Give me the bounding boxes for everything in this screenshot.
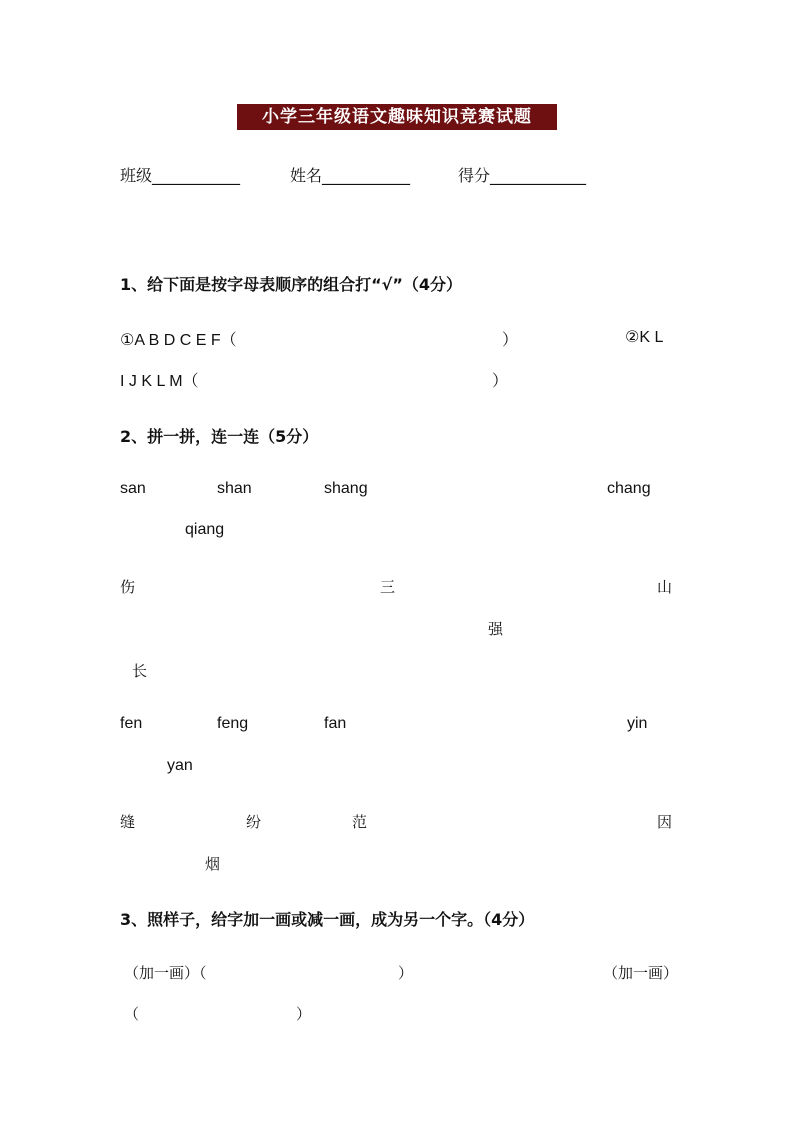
hanzi-item: 山 [657,578,673,596]
name-field: 姓名___________ [290,166,411,185]
pinyin-item: san [120,480,146,497]
pinyin-item: shan [217,480,252,497]
hanzi-item: 范 [352,813,368,831]
q1-option1-close: ） [502,332,519,349]
q3-item3-open: （ [124,1005,140,1023]
class-field: 班级___________ [120,166,241,185]
q3-item2: （加一画） [603,964,679,982]
pinyin-item: qiang [185,521,225,538]
pinyin-item: shang [324,480,368,497]
hanzi-item: 纷 [246,813,262,831]
q1-heading: 1、给下面是按字母表顺序的组合打“√”（4分） [120,275,462,294]
q2-heading: 2、拼一拼，连一连（5分） [120,427,319,446]
score-field: 得分____________ [458,166,587,185]
pinyin-item: fan [324,715,347,732]
hanzi-item: 伤 [120,578,136,596]
page-title: 小学三年级语文趣味知识竞赛试题 [237,104,557,130]
hanzi-item: 三 [380,578,396,596]
hanzi-item: 长 [132,662,148,680]
hanzi-item: 因 [657,813,673,831]
pinyin-item: yin [627,715,648,732]
q1-option1: ①A B D C E F（ [120,332,237,349]
pinyin-item: feng [217,715,249,732]
pinyin-item: fen [120,715,143,732]
q1-option2-close: ） [492,373,509,390]
pinyin-item: chang [607,480,651,497]
hanzi-item: 缝 [120,813,136,831]
hanzi-item: 强 [488,620,504,638]
q3-heading: 3、照样子，给字加一画或减一画，成为另一个字。（4分） [120,910,535,929]
hanzi-item: 烟 [205,855,221,873]
q3-item3-close: ） [296,1005,312,1023]
pinyin-item: yan [167,757,193,774]
q1-option2: ②K L [625,329,664,346]
q1-option2-cont: I J K L M（ [120,373,199,390]
q3-item1: （加一画）（ [124,964,207,982]
q3-item1-close: ） [398,964,414,982]
